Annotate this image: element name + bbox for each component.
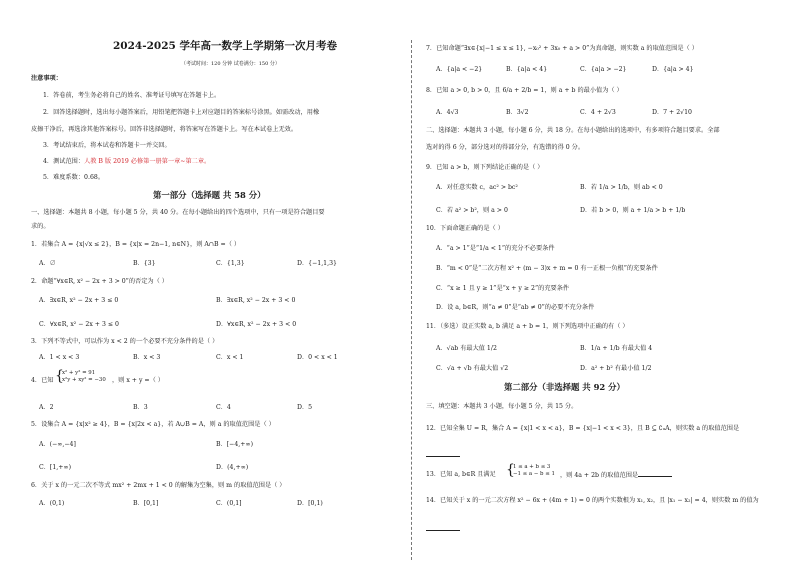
question-13-blank[interactable]	[638, 470, 672, 477]
system-brace-icon: {	[55, 368, 64, 384]
question-2-option-c: C．∀x∈R, x² − 2x + 3 ≤ 0	[39, 321, 119, 328]
question-4-option-c: C．4	[216, 404, 231, 411]
question-4-stem-a: 4．已知	[31, 377, 54, 384]
question-1-option-d: D．{−1,1,3}	[297, 260, 337, 267]
scope-highlight: 人教 B 版 2019 必修第一册第一章~第二章。	[84, 158, 211, 165]
question-2-stem: 2．命题“∀x∈R, x² − 2x + 3 > 0”的否定为（ ）	[31, 278, 168, 285]
question-10-stem: 10．下面命题正确的是（ ）	[426, 225, 504, 232]
question-8-option-d: D．7 + 2√10	[652, 109, 692, 116]
question-1-option-b: B．{3}	[133, 260, 156, 267]
multi-choice-intro: 二、选择题：本题共 3 小题，每小题 6 分，共 18 分。在每小题给出的选项中，有多项符合题目要求。全部	[426, 127, 720, 134]
question-2-option-b: B．∃x∈R, x² − 2x + 3 < 0	[216, 297, 296, 304]
question-8-option-a: A．4√3	[436, 109, 459, 116]
question-6-option-b: B．[0,1]	[133, 500, 159, 507]
system-brace-icon: {	[506, 462, 515, 478]
question-7-option-d: D．{a|a > 4}	[652, 66, 694, 73]
note-1: 1．答卷前，考生务必将自己的姓名、准考证号填写在答题卡上。	[43, 92, 221, 99]
question-4-option-b: B．3	[133, 404, 148, 411]
exam-title: 2024-2025 学年高一数学上学期第一次月考卷	[113, 40, 337, 52]
column-divider	[411, 40, 412, 560]
question-7-option-a: A．{a|a < −2}	[436, 66, 483, 73]
question-10-option-b: B．“m < 0”是“二次方程 x² + (m − 3)x + m = 0 有一正根一负根”的充要条件	[436, 265, 658, 272]
note-2-cont: 皮擦干净后，再选涂其他答案标号。回答非选择题时，将答案写在答题卡上。写在本试卷上无效。	[31, 126, 298, 133]
question-1-option-a: A．∅	[39, 260, 56, 267]
question-6-option-d: D．[0,1)	[297, 500, 323, 507]
question-7-option-b: B．{a|a < 4}	[506, 66, 548, 73]
question-13-stem-b: ，则 4a + 2b 的取值范围是	[560, 470, 672, 480]
question-8-option-b: B．3√2	[506, 109, 529, 116]
question-5-option-d: D．(4,+∞)	[216, 464, 249, 471]
question-14-stem: 14．已知关于 x 的一元二次方程 x² − 6x + (4m + 1) = 0 的两个实数根为 x₁, x₂，且 |x₁ − x₂| = 4，则实数 m 的值为	[426, 497, 759, 504]
fill-blank-intro: 三、填空题：本题共 3 小题，每小题 5 分，共 15 分。	[426, 403, 578, 410]
multi-choice-intro-cont: 选对的得 6 分，部分选对的得部分分，有选错的得 0 分。	[426, 144, 585, 151]
question-5-option-a: A．(−∞,−4]	[39, 441, 76, 448]
question-10-option-d: D．设 a, b∈R，则“a ≠ 0”是“ab ≠ 0”的必要不充分条件	[436, 304, 595, 311]
question-4-option-d: D．5	[297, 404, 313, 411]
question-11-option-d: D．a² + b² 有最小值 1/2	[580, 365, 652, 372]
question-3-stem: 3．下列不等式中，可以作为 x < 2 的一个必要不充分条件的是（ ）	[31, 338, 219, 345]
question-14-blank[interactable]	[426, 516, 460, 535]
notice-label: 注意事项：	[31, 75, 62, 82]
question-5-option-c: C．[1,+∞)	[39, 464, 71, 471]
question-3-option-d: D．0 < x < 1	[297, 354, 338, 361]
question-5-stem: 5．设集合 A = {x|x² ≥ 4}，B = {x|2x < a}，若 A∪B = A，则 a 的取值范围是（ ）	[31, 421, 275, 428]
question-9-stem: 9．已知 a > b，则下列结论正确的是（ ）	[426, 164, 544, 171]
question-1-option-c: C．{1,3}	[216, 260, 245, 267]
question-13-stem-a: 13．已知 a, b∈R 且满足	[426, 471, 496, 478]
note-2: 2．回答选择题时，选出每小题答案后，用铅笔把答题卡上对应题目的答案标号涂黑。如需改动，用橡	[43, 109, 320, 116]
question-11-option-a: A．√ab 有最大值 1/2	[436, 345, 497, 352]
question-1-stem: 1．若集合 A = {x|√x ≤ 2}，B = {x|x = 2n−1, n∈N}，则 A∩B =（ ）	[31, 241, 241, 248]
single-choice-intro: 一、选择题：本题共 8 小题，每小题 5 分，共 40 分。在每小题给出的四个选项中，只有一项是符合题目要	[31, 209, 325, 216]
question-2-option-a: A．∃x∈R, x² − 2x + 3 ≤ 0	[39, 297, 119, 304]
question-7-stem: 7．已知命题“∃x∈{x|−1 ≤ x ≤ 1}, −x₀² + 3x₀ + a > 0”为真命题，则实数 a 的取值范围是（ ）	[426, 45, 698, 52]
question-9-option-a: A．对任意实数 c，ac² > bc²	[436, 184, 518, 191]
question-13-system: 1 ≤ a + b ≤ 3 −1 ≤ a − b ≤ 1	[513, 464, 555, 477]
question-8-option-c: C．4 + 2√3	[580, 109, 616, 116]
part2-heading: 第二部分（非选择题 共 92 分）	[504, 382, 625, 392]
question-12-stem: 12．已知全集 U = R，集合 A = {x|1 < x < a}，B = {x|−1 < x < 3}，且 B ⊆ ∁ᵤA，则实数 a 的取值范围是	[426, 425, 740, 432]
part1-heading: 第一部分（选择题 共 58 分）	[153, 190, 266, 200]
question-2-option-d: D．∀x∈R, x² − 2x + 3 < 0	[216, 321, 297, 328]
note-3: 3．考试结束后，将本试卷和答题卡一并交回。	[43, 142, 171, 149]
question-11-option-b: B．1/a + 1/b 有最大值 4	[580, 345, 653, 352]
question-4-option-a: A．2	[39, 404, 54, 411]
question-11-stem: 11．（多选）设正实数 a, b 满足 a + b = 1，则下列选项中正确的有（ ）	[426, 323, 629, 330]
question-4-stem-b: ，则 x + y =（ ）	[112, 377, 164, 384]
question-6-option-a: A．(0,1)	[39, 500, 65, 507]
note-4: 4．测试范围：人教 B 版 2019 必修第一册第一章~第二章。	[43, 158, 211, 165]
question-3-option-c: C．x < 1	[216, 354, 244, 361]
single-choice-intro-cont: 求的。	[31, 223, 50, 230]
question-9-option-c: C．若 a² > b²，则 a > 0	[436, 207, 508, 214]
question-10-option-c: C．“x ≥ 1 且 y ≥ 1”是“x + y ≥ 2”的充要条件	[436, 285, 570, 292]
question-4-system: x² + y² = 91 x²y + xy² = −30	[62, 370, 106, 383]
question-5-option-b: B．[−4,+∞)	[216, 441, 253, 448]
exam-meta: （考试时间：120 分钟 试卷满分：150 分）	[181, 61, 280, 67]
question-9-option-d: D．若 b > 0，则 a + 1/a > b + 1/b	[580, 207, 686, 214]
question-9-option-b: B．若 1/a > 1/b，则 ab < 0	[580, 184, 663, 191]
question-3-option-b: B．x < 3	[133, 354, 161, 361]
question-3-option-a: A．1 < x < 3	[39, 354, 80, 361]
question-10-option-a: A．“a > 1”是“1/a < 1”的充分不必要条件	[436, 245, 555, 252]
question-6-stem: 6．关于 x 的一元二次不等式 mx² + 2mx + 1 < 0 的解集为空集，则 m 的取值范围是（ ）	[31, 482, 286, 489]
question-11-option-c: C．√a + √b 有最大值 √2	[436, 365, 509, 372]
question-7-option-c: C．{a|a > −2}	[580, 66, 627, 73]
question-12-blank[interactable]	[426, 442, 460, 461]
note-5: 5．难度系数：0.68。	[43, 174, 105, 181]
question-6-option-c: C．(0,1]	[216, 500, 242, 507]
question-8-stem: 8．已知 a > 0, b > 0，且 6/a + 2/b = 1，则 a + b 的最小值为（ ）	[426, 87, 623, 94]
